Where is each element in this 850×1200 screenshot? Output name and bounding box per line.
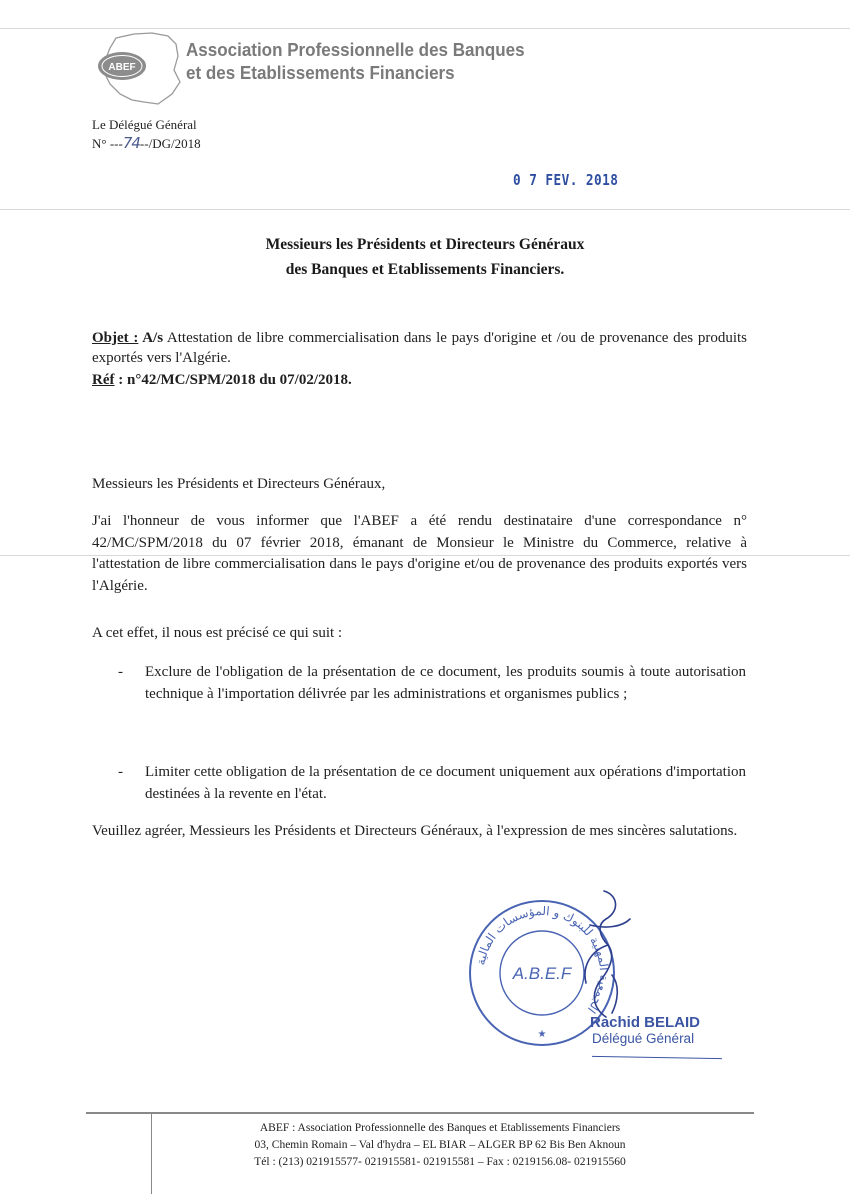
abef-logo: [94, 30, 194, 110]
sender-title: Le Délégué Général: [92, 117, 197, 132]
bullet-marker: -: [118, 764, 123, 780]
footer-divider: [86, 1112, 754, 1114]
footer: [140, 1120, 740, 1171]
footer-address: 03, Chemin Romain – Val d'hydra – EL BIAR – ALGER BP 62 Bis Ben Aknoun: [254, 1139, 626, 1151]
addressee-line1: Messieurs les Présidents et Directeurs Généraux: [265, 236, 585, 253]
signer-title: Délégué Général: [592, 1031, 695, 1046]
seal-ring-text: الجمعية المهنية للبنوك و المؤسسات المالية: [473, 903, 612, 1016]
addressee-line2: des Banques et Etablissements Financiers.: [285, 261, 565, 278]
list-item: [118, 762, 746, 805]
list-item: [118, 662, 746, 705]
seal-star-icon: ★: [537, 1029, 547, 1040]
reference-number: [92, 134, 201, 152]
bullet-marker: -: [118, 664, 123, 680]
organization-name: [186, 38, 525, 84]
paragraph-1: J'ai l'honneur de vous informer que l'ABEF a été rendu destinataire d'une correspondance n° 42/MC/SPM/2018 du 07 février 2018, émanant de Monsieur le Ministre du Commerce, relative à l'attestation de libre commercialisation dans le pays d'origine et/ou de provenance des produits exportés vers l'Algérie.: [92, 513, 747, 594]
ref-label: Réf: [92, 372, 115, 388]
ref-text: : n°42/MC/SPM/2018 du 07/02/2018.: [114, 372, 352, 388]
addressee-block: [0, 232, 850, 282]
subject-reference: [92, 372, 352, 389]
subject-text: Attestation de libre commercialisation dans le pays d'origine et /ou de provenance des produits exportés vers l'Algérie.: [92, 330, 747, 366]
ref-handwritten-number: 74: [122, 134, 140, 152]
ref-prefix: N° ---: [92, 136, 123, 151]
handwritten-signature: [560, 885, 640, 1030]
logo-text: ABEF: [108, 62, 136, 73]
subject-line: [92, 328, 747, 368]
closing-paragraph: Veuillez agréer, Messieurs les Présidents et Directeurs Généraux, à l'expression de mes sincères salutations.: [92, 823, 738, 839]
footer-line1: ABEF : Association Professionnelle des Banques et Etablissements Financiers: [259, 1122, 621, 1134]
paragraph-2: A cet effet, il nous est précisé ce qui suit :: [92, 625, 343, 641]
org-name-line2: et des Etablissements Financiers: [186, 62, 455, 83]
org-name-line1: Association Professionnelle des Banques: [186, 39, 525, 60]
list-item-text: Exclure de l'obligation de la présentation de ce document, les produits soumis à toute autorisation technique à l'importation délivrée par les administrations et organismes publics ;: [145, 664, 746, 702]
list-item-text: Limiter cette obligation de la présentation de ce document uniquement aux opérations d'importation destinées à la revente en l'état.: [145, 764, 746, 802]
subject-label: Objet :: [92, 330, 139, 346]
signer-name: Rachid BELAID: [590, 1014, 701, 1031]
ref-suffix: --/DG/2018: [139, 136, 201, 151]
footer-contact: Tél : (213) 021915577- 021915581- 021915581 – Fax : 0219156.08- 021915560: [254, 1156, 626, 1168]
signature-underline: [592, 1056, 722, 1059]
salutation: Messieurs les Présidents et Directeurs Généraux,: [92, 476, 386, 492]
seal-center-text: A.B.E.F: [512, 964, 572, 983]
date-stamp: 0 7 FEV. 2018: [513, 171, 619, 189]
subject-prefix: A/s: [138, 330, 164, 346]
